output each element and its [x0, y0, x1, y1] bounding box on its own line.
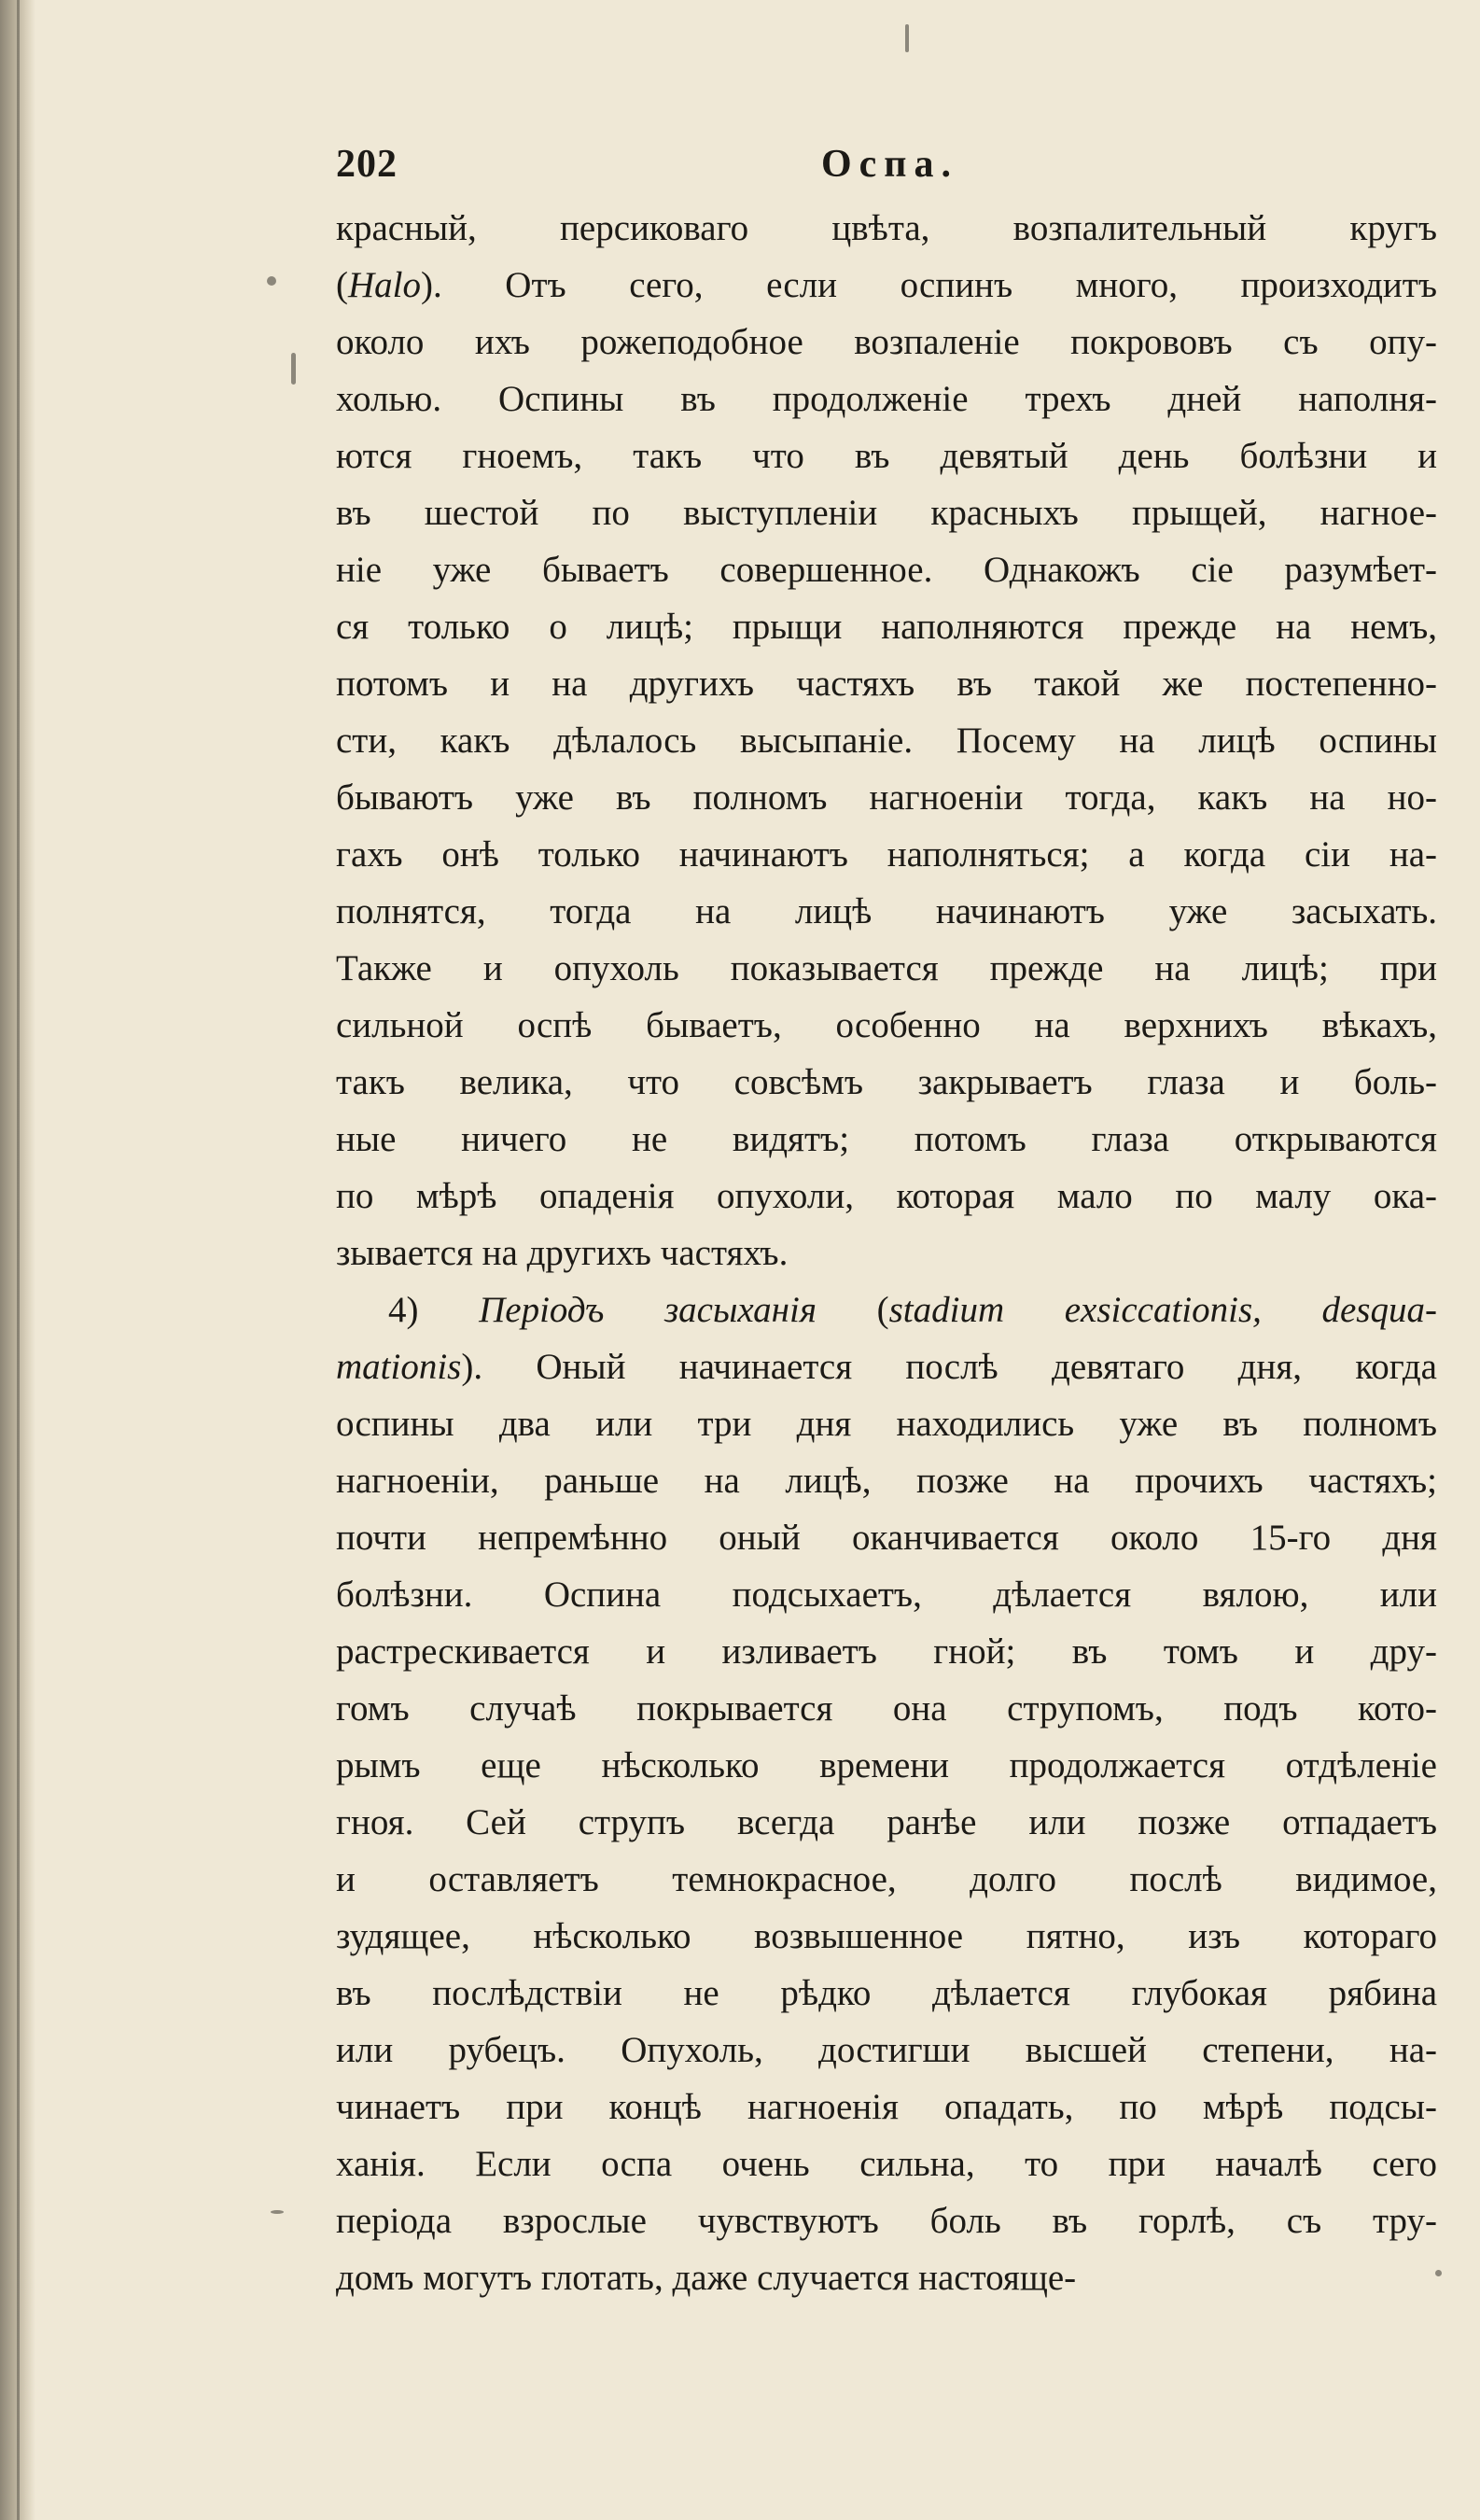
text-segment: зудящее, нѣсколько возвышенное пятно, изъ котораго	[336, 1916, 1437, 1956]
text-line	[336, 1509, 1437, 1566]
text-segment: Также и опухоль показывается прежде на лицѣ; при	[336, 948, 1437, 988]
text-segment: зывается на другихъ частяхъ.	[336, 1233, 789, 1273]
text-segment: холью. Оспины въ продолженіе трехъ дней наполня-	[336, 379, 1437, 419]
text-line	[336, 2135, 1437, 2192]
binding-fold-line	[17, 0, 20, 2520]
text-segment: потомъ и на другихъ частяхъ въ такой же постепенно-	[336, 664, 1437, 704]
text-line	[336, 712, 1437, 769]
text-segment: и оставляетъ темнокрасное, долго послѣ видимое,	[336, 1859, 1437, 1899]
text-line	[336, 371, 1437, 427]
text-segment: ). Оный начинается послѣ девятаго дня, когда	[461, 1347, 1437, 1387]
text-segment: или рубецъ. Опухоль, достигши высшей степени, на-	[336, 2030, 1437, 2070]
text-segment: сильной оспѣ бываетъ, особенно на верхнихъ вѣкахъ,	[336, 1005, 1437, 1045]
text-line	[336, 1965, 1437, 2022]
text-line	[336, 2249, 1437, 2306]
text-line	[336, 2192, 1437, 2249]
text-segment: періода взрослые чувствуютъ боль въ горлѣ, съ тру-	[336, 2201, 1437, 2241]
text-line	[336, 769, 1437, 826]
text-segment: ся только о лицѣ; прыщи наполняются прежде на немъ,	[336, 607, 1437, 647]
text-segment: гахъ онѣ только начинаютъ наполняться; а когда сіи на-	[336, 834, 1437, 875]
text-segment: чинаетъ при концѣ нагноенія опадать, по мѣрѣ подсы-	[336, 2087, 1437, 2127]
text-line	[336, 427, 1437, 484]
text-line	[336, 1281, 1437, 1338]
text-line	[336, 1395, 1437, 1452]
text-line	[336, 1851, 1437, 1908]
text-line	[336, 940, 1437, 997]
text-segment: нагноеніи, раньше на лицѣ, позже на прочихъ частяхъ;	[336, 1461, 1437, 1501]
text-segment: такъ велика, что совсѣмъ закрываетъ глаза и боль-	[336, 1062, 1437, 1102]
text-line	[336, 1794, 1437, 1851]
body-text	[336, 200, 1437, 2306]
text-segment: рымъ еще нѣсколько времени продолжается отдѣленіе	[336, 1745, 1437, 1785]
text-line	[336, 1338, 1437, 1395]
text-line	[336, 2022, 1437, 2079]
ink-speck	[267, 276, 276, 286]
text-line	[336, 997, 1437, 1054]
text-line	[336, 314, 1437, 371]
text-line	[336, 598, 1437, 655]
ink-speck	[905, 24, 909, 52]
italic-text: Halo	[348, 265, 421, 305]
text-segment: ные ничего не видятъ; потомъ глаза открываются	[336, 1119, 1437, 1159]
text-line	[336, 1680, 1437, 1737]
text-segment: (	[336, 265, 348, 305]
text-segment: ). Отъ сего, если оспинъ много, произходитъ	[421, 265, 1437, 305]
text-segment: красный, персиковаго цвѣта, возпалительный кругъ	[336, 208, 1437, 248]
text-segment: ханія. Если оспа очень сильна, то при началѣ сего	[336, 2144, 1437, 2184]
italic-text: stadium exsiccationis, desqua-	[888, 1290, 1437, 1330]
text-line	[336, 257, 1437, 314]
text-line	[336, 883, 1437, 940]
running-title: Оспа.	[821, 143, 959, 186]
text-segment: домъ могутъ глотать, даже случается настояще-	[336, 2258, 1077, 2298]
ink-speck	[291, 353, 296, 385]
text-segment: въ шестой по выступленіи красныхъ прыщей, нагное-	[336, 493, 1437, 533]
text-segment: ніе уже бываетъ совершенное. Однакожъ сіе разумѣет-	[336, 550, 1437, 590]
page-header	[336, 142, 1437, 189]
text-line	[336, 2079, 1437, 2135]
text-segment: почти непремѣнно оный оканчивается около 15-го дня	[336, 1518, 1437, 1558]
text-segment: въ послѣдствіи не рѣдко дѣлается глубокая рябина	[336, 1973, 1437, 2013]
ink-speck	[271, 2210, 284, 2214]
text-line	[336, 484, 1437, 541]
text-line	[336, 1737, 1437, 1794]
text-line	[336, 200, 1437, 257]
text-line	[336, 1168, 1437, 1225]
text-segment: гомъ случаѣ покрывается она струпомъ, подъ кото-	[336, 1688, 1437, 1729]
text-segment: болѣзни. Оспина подсыхаетъ, дѣлается вялою, или	[336, 1575, 1437, 1615]
text-line	[336, 826, 1437, 883]
text-segment: 4)	[388, 1290, 480, 1330]
text-segment: полнятся, тогда на лицѣ начинаютъ уже засыхать.	[336, 891, 1437, 931]
text-line	[336, 541, 1437, 598]
text-line	[336, 1908, 1437, 1965]
text-line	[336, 1452, 1437, 1509]
text-segment: (	[817, 1290, 889, 1330]
text-segment: бываютъ уже въ полномъ нагноеніи тогда, какъ на но-	[336, 777, 1437, 818]
italic-text: mationis	[336, 1347, 462, 1387]
text-segment: гноя. Сей струпъ всегда ранѣе или позже отпадаетъ	[336, 1802, 1437, 1842]
text-segment: ются гноемъ, такъ что въ девятый день болѣзни и	[336, 436, 1437, 476]
text-segment: около ихъ рожеподобное возпаленіе покрововъ съ опу-	[336, 322, 1437, 362]
text-segment: оспины два или три дня находились уже въ полномъ	[336, 1404, 1437, 1444]
text-line	[336, 1566, 1437, 1623]
italic-text: Періодъ засыханія	[479, 1290, 817, 1330]
text-line	[336, 1111, 1437, 1168]
text-line	[336, 1623, 1437, 1680]
text-segment: растрескивается и изливаетъ гной; въ томъ и дру-	[336, 1631, 1437, 1672]
text-line	[336, 655, 1437, 712]
text-line	[336, 1054, 1437, 1111]
text-line	[336, 1225, 1437, 1281]
text-segment: сти, какъ дѣлалось высыпаніе. Посему на лицѣ оспины	[336, 721, 1437, 761]
text-segment: по мѣрѣ опаденія опухоли, которая мало по малу ока-	[336, 1176, 1437, 1216]
page-number: 202	[336, 143, 398, 186]
